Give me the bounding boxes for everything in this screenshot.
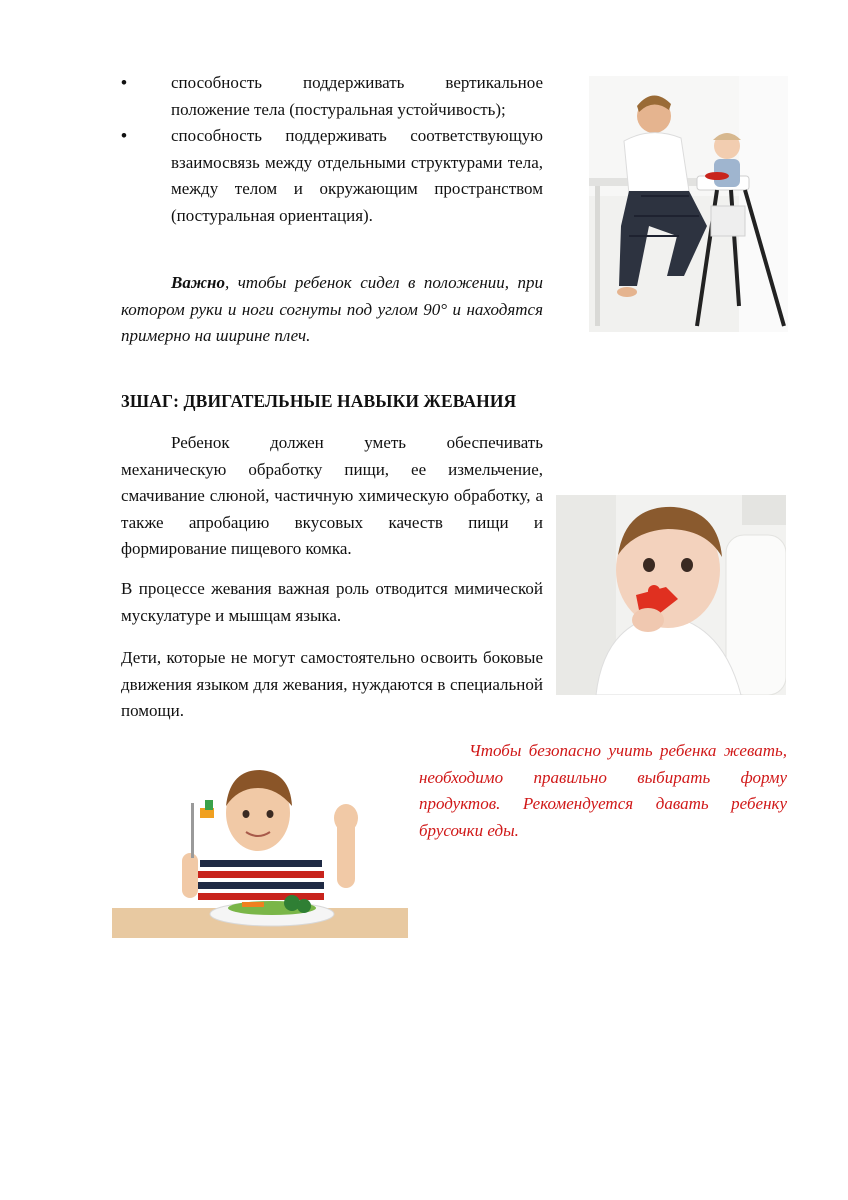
section-heading: 3ШАГ: ДВИГАТЕЛЬНЫЕ НАВЫКИ ЖЕВАНИЯ	[121, 391, 517, 411]
bullet-text: способность поддерживать соответствующую взаимосвязь между отдельными структурами тела, между телом и окружающим пространством (постуральная ориентация).	[171, 126, 543, 225]
bullet-symbol: •	[121, 73, 127, 92]
tip-text: Чтобы безопасно учить ребенка жевать, необходимо правильно выбирать форму продуктов. Рекомендуется давать ребенку брусочки еды.	[419, 741, 787, 840]
bullet-text: способность поддерживать вертикальное положение тела (постуральная устойчивость);	[171, 73, 543, 119]
bullet-item	[121, 123, 543, 229]
paragraph-help: Дети, которые не могут самостоятельно освоить боковые движения языком для жевания, нуждаются в специальной помощи.	[121, 648, 543, 720]
photo-father-child-highchair	[589, 76, 788, 332]
photo-boy-vegetables	[112, 758, 408, 938]
photo-baby-teether	[556, 495, 786, 695]
important-note	[121, 270, 543, 350]
bullet-symbol: •	[121, 126, 127, 145]
paragraph-muscles: В процессе жевания важная роль отводится мимической мускулатуре и мышцам языка.	[121, 579, 543, 625]
important-text: , чтобы ребенок сидел в положении, при котором руки и ноги согнуты под углом 90° и находятся примерно на ширине плеч.	[121, 273, 543, 345]
bullet-item	[121, 70, 543, 123]
important-bold-word: Важно	[171, 273, 225, 292]
bullet-list	[121, 70, 543, 229]
paragraph-chewing: Ребенок должен уметь обеспечивать механическую обработку пищи, ее измельчение, смачивание слюной, частичную химическую обработку, а также апробацию вкусовых качеств пищи и формирование пищевого комка.	[121, 433, 543, 558]
